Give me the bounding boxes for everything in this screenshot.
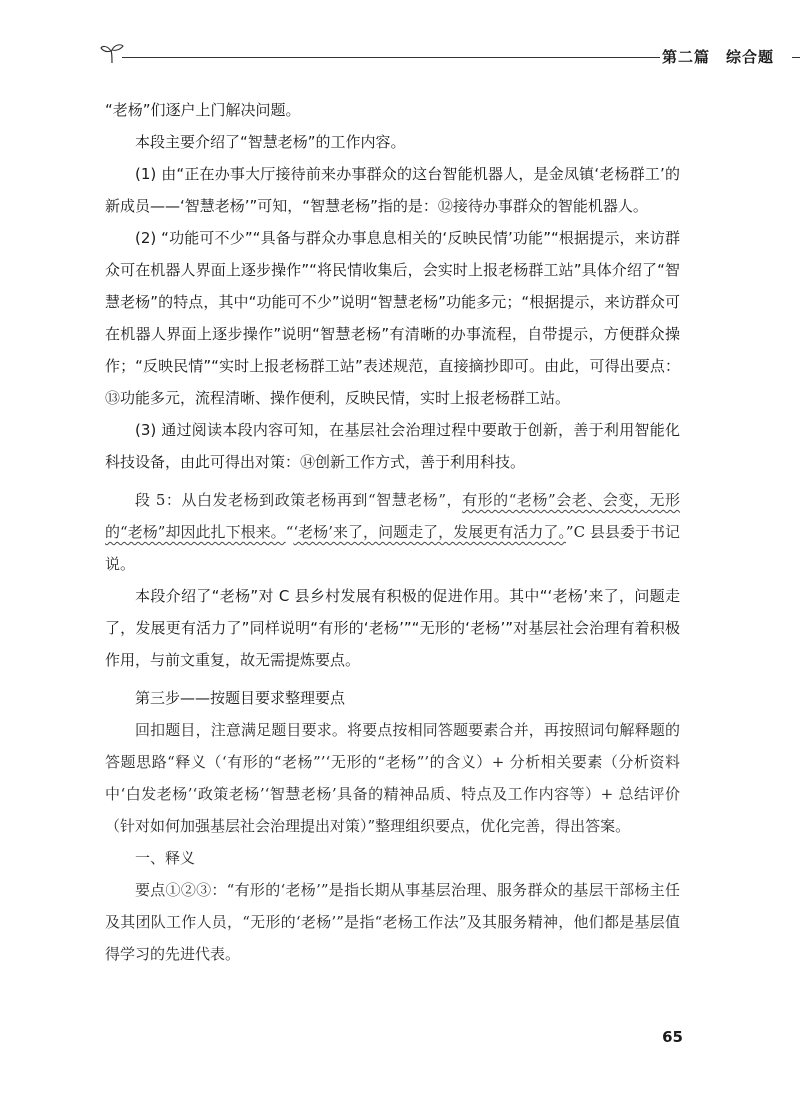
sprout-icon: [100, 42, 124, 64]
underlined-phrase-2: ‘老杨’来了，问题走了，发展更有活力了。: [293, 523, 566, 541]
quoted-material-paragraph-5: [105, 484, 680, 580]
paragraph-point-2: (2) “功能可不少”“具备与群众办事息息相关的‘反映民情’功能”“根据提示，来访群众可在机器人界面上逐步操作”“将民情收集后，会实时上报老杨群工站”具体介绍了“智慧老杨”的特点，其中“功能可不少”说明“智慧老杨”功能多元；“根据提示，来访群众可在机器人界面上逐步操作”说明“智慧老杨”有清晰的办事流程，自带提示，方便群众操作；“反映民情”“实时上报老杨群工站”表述规范，直接摘抄即可。由此，可得出要点：⑬功能多元，流程清晰、操作便利，反映民情，实时上报老杨群工站。: [105, 229, 680, 407]
header-rule-left: [122, 57, 660, 58]
material-text: 段 5：从白发老杨到政策老杨再到“智慧老杨”，: [135, 491, 463, 509]
section-title: 第二篇 综合题: [662, 48, 775, 66]
paragraph-instructions: 回扣题目，注意满足题目要求。将要点按相同答题要素合并，再按照词句解释题的答题思路“释义（‘有形的“老杨”’‘无形的“老杨”’的含义）+ 分析相关要素（分析资料中‘白发老杨’‘政策老杨’‘智慧老杨’具备的精神品质、特点及工作内容等）+ 总结评价（针对如何加强基层社会治理提出对策）”整理组织要点，优化完善，得出答案。: [105, 721, 680, 835]
paragraph-key-points: 要点①②③：“有形的‘老杨’”是指长期从事基层治理、服务群众的基层干部杨主任及其团队工作人员，“无形的‘老杨’”是指“老杨工作法”及其服务精神，他们都是基层值得学习的先进代表。: [105, 881, 680, 963]
subheading-definition: 一、释义: [135, 849, 196, 867]
paragraph-analysis: 本段介绍了“老杨”对 C 县乡村发展有积极的促进作用。其中“‘老杨’来了，问题走了，发展更有活力了”同样说明“有形的‘老杨’”“无形的‘老杨’”对基层社会治理有着积极作用，与前文重复，故无需提炼要点。: [105, 587, 680, 669]
material-text: ”C 县县委于书记说。: [105, 523, 680, 573]
step-heading: 第三步——按题目要求整理要点: [135, 689, 346, 707]
paragraph-point-3: (3) 通过阅读本段内容可知，在基层社会治理过程中要敢于创新，善于利用智能化科技设备，由此可得出对策：⑭创新工作方式，善于利用科技。: [105, 421, 680, 471]
paragraph-point-1: (1) 由“正在办事大厅接待前来办事群众的这台智能机器人，是金凤镇‘老杨群工’的新成员——‘智慧老杨’”可知，“智慧老杨”指的是：⑫接待办事群众的智能机器人。: [105, 165, 680, 215]
running-header: [100, 42, 780, 72]
paragraph-summary: 本段主要介绍了“智慧老杨”的工作内容。: [135, 133, 406, 151]
page-body: [105, 94, 680, 970]
material-text: “: [285, 523, 294, 541]
underlined-phrase-1: 有形的“老杨”会老、会变，无形的“老杨”却因此扎下根来。: [105, 491, 680, 541]
paragraph-continuation: “老杨”们逐户上门解决问题。: [105, 101, 301, 119]
header-rule-right: [792, 57, 800, 58]
page-number: 65: [662, 1028, 683, 1046]
